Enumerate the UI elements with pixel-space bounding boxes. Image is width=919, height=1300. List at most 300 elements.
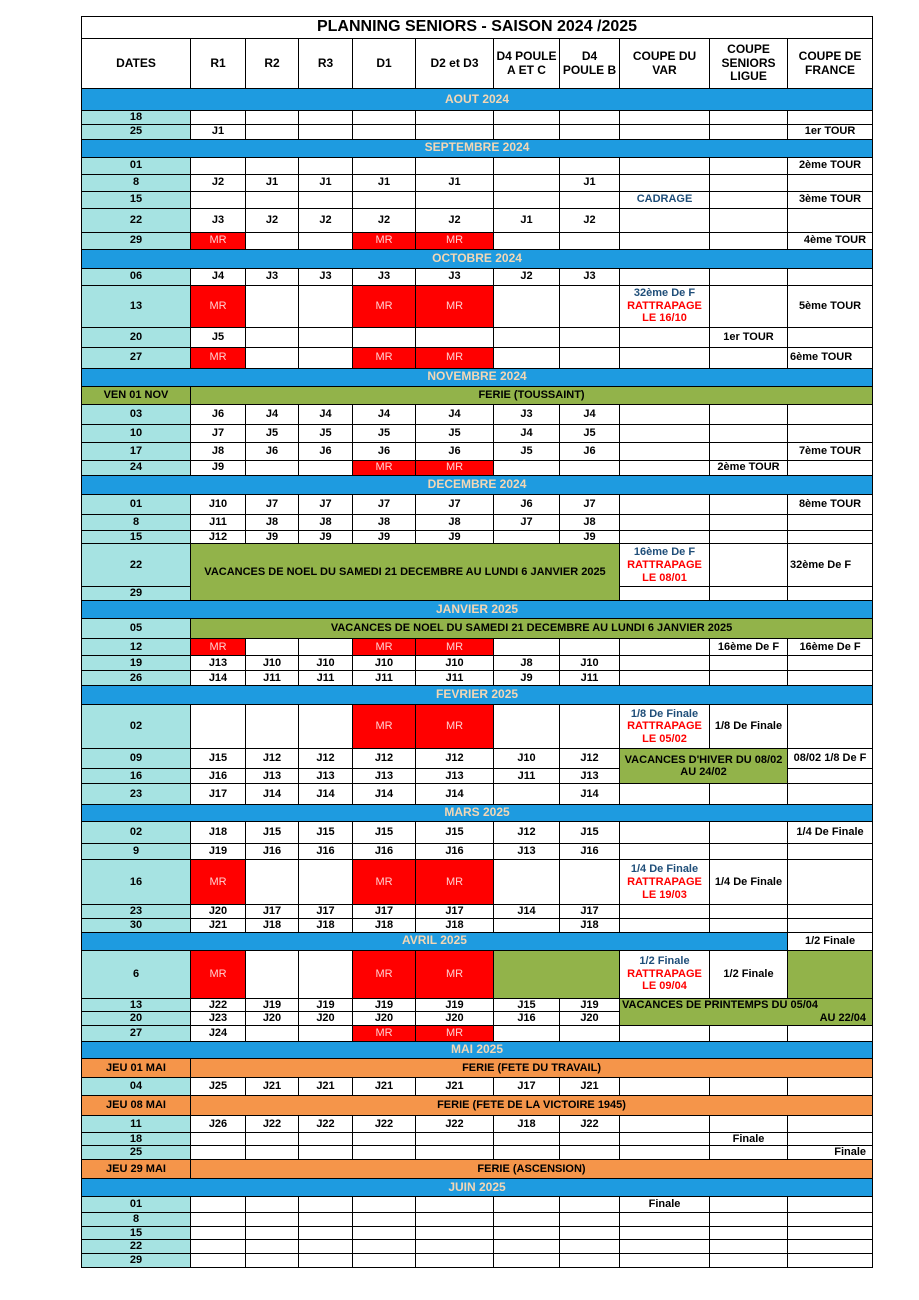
coupe-france-cell: [788, 1025, 873, 1041]
coupe-var-cell: CADRAGE: [620, 191, 710, 208]
match-cell: J12: [494, 822, 560, 844]
mr-cell: MR: [416, 705, 494, 749]
coupe-var-cell: [620, 1240, 710, 1254]
match-cell: [560, 1132, 620, 1146]
match-cell: [494, 705, 560, 749]
match-cell: [246, 950, 299, 998]
match-cell: J21: [353, 1077, 416, 1095]
match-cell: J2: [560, 208, 620, 232]
table-row: [82, 347, 873, 368]
coupe-var-cell: [620, 530, 710, 544]
mr-cell: MR: [353, 285, 416, 327]
match-cell: [560, 191, 620, 208]
match-cell: [494, 285, 560, 327]
match-cell: J11: [299, 671, 353, 686]
match-cell: J20: [416, 1012, 494, 1026]
match-cell: J21: [299, 1077, 353, 1095]
coupe-france-cell: [788, 705, 873, 749]
match-cell: J6: [416, 442, 494, 460]
table-row: [82, 1160, 873, 1179]
match-cell: J18: [494, 1115, 560, 1132]
mr-cell: MR: [353, 705, 416, 749]
match-cell: J11: [560, 671, 620, 686]
match-cell: [246, 191, 299, 208]
coupe-var-cell: [620, 705, 710, 749]
table-row: [82, 619, 873, 639]
match-cell: [494, 460, 560, 475]
match-cell: J13: [246, 769, 299, 784]
holiday-line: VACANCES DE PRINTEMPS DU 05/04: [622, 999, 819, 1012]
match-cell: J9: [191, 460, 246, 475]
match-cell: [416, 157, 494, 174]
table-row: [82, 705, 873, 749]
match-cell: [494, 347, 560, 368]
coupe-var-cell: [620, 285, 710, 327]
match-cell: J8: [416, 514, 494, 530]
match-cell: J12: [246, 749, 299, 769]
mr-cell: MR: [353, 860, 416, 905]
match-cell: J17: [246, 905, 299, 919]
month-header: DECEMBRE 2024: [82, 475, 873, 494]
match-cell: J9: [246, 530, 299, 544]
table-row: [82, 1226, 873, 1240]
coupe-var-cell: [620, 1254, 710, 1268]
coupe-france-cell: [788, 671, 873, 686]
coupe-var-line: LE 08/01: [642, 571, 687, 584]
coupe-ligue-cell: [710, 424, 788, 442]
match-cell: J21: [191, 918, 246, 932]
match-cell: J14: [353, 784, 416, 805]
date-cell: 17: [82, 442, 191, 460]
coupe-var-line: RATTRAPAGE: [627, 299, 702, 312]
match-cell: [299, 1197, 353, 1213]
coupe-var-cell: [620, 157, 710, 174]
coupe-ligue-cell: 1/8 De Finale: [710, 705, 788, 749]
coupe-france-cell: [788, 918, 873, 932]
coupe-ligue-cell: [710, 656, 788, 671]
match-cell: [246, 232, 299, 249]
match-cell: J4: [191, 268, 246, 285]
match-cell: J7: [246, 494, 299, 514]
match-cell: J5: [494, 442, 560, 460]
coupe-var-cell: [620, 404, 710, 424]
match-cell: [191, 705, 246, 749]
table-row: [82, 327, 873, 347]
match-cell: J2: [191, 174, 246, 191]
mr-cell: MR: [416, 1025, 494, 1041]
match-cell: [494, 124, 560, 139]
table-row: [82, 368, 873, 386]
match-cell: [299, 285, 353, 327]
match-cell: [353, 1213, 416, 1227]
coupe-france-cell: [788, 656, 873, 671]
coupe-var-line: LE 16/10: [642, 312, 687, 325]
month-header: MAI 2025: [82, 1041, 873, 1058]
date-cell: 03: [82, 404, 191, 424]
coupe-var-cell: [620, 656, 710, 671]
match-cell: J11: [246, 671, 299, 686]
match-cell: J18: [416, 918, 494, 932]
column-header: R2: [246, 39, 299, 89]
coupe-var-cell: [620, 544, 710, 587]
date-cell: 09: [82, 749, 191, 769]
match-cell: [191, 1254, 246, 1268]
coupe-ligue-cell: [710, 784, 788, 805]
match-cell: J6: [560, 442, 620, 460]
holiday-cell: VACANCES D'HIVER DU 08/02 AU 24/02: [620, 749, 788, 784]
match-cell: [560, 327, 620, 347]
match-cell: J13: [191, 656, 246, 671]
match-cell: [416, 1213, 494, 1227]
match-cell: [246, 1240, 299, 1254]
coupe-ligue-cell: [710, 347, 788, 368]
match-cell: [494, 327, 560, 347]
date-cell: 13: [82, 998, 191, 1012]
match-cell: [299, 705, 353, 749]
match-cell: J18: [299, 918, 353, 932]
coupe-ligue-cell: [710, 174, 788, 191]
coupe-var-cell: [620, 460, 710, 475]
match-cell: J4: [246, 404, 299, 424]
match-cell: J25: [191, 1077, 246, 1095]
match-cell: [299, 1213, 353, 1227]
match-cell: [353, 1132, 416, 1146]
match-cell: [494, 918, 560, 932]
mr-cell: MR: [416, 285, 494, 327]
match-cell: [246, 1146, 299, 1160]
mr-cell: MR: [353, 347, 416, 368]
match-cell: [494, 1240, 560, 1254]
match-cell: [494, 1146, 560, 1160]
match-cell: J17: [353, 905, 416, 919]
coupe-france-cell: 2ème TOUR: [788, 157, 873, 174]
match-cell: J22: [416, 1115, 494, 1132]
coupe-var-cell: [620, 671, 710, 686]
match-cell: [246, 347, 299, 368]
coupe-var-cell: [620, 587, 710, 601]
match-cell: [494, 530, 560, 544]
match-cell: [246, 460, 299, 475]
match-cell: [299, 111, 353, 125]
match-cell: J1: [416, 174, 494, 191]
match-cell: J21: [416, 1077, 494, 1095]
column-header: D4 POULE A ET C: [494, 39, 560, 89]
coupe-ligue-cell: [710, 844, 788, 860]
match-cell: J14: [416, 784, 494, 805]
date-cell: JEU 01 MAI: [82, 1058, 191, 1077]
match-cell: [246, 285, 299, 327]
match-cell: [353, 1226, 416, 1240]
match-cell: [246, 1025, 299, 1041]
match-cell: J15: [560, 822, 620, 844]
match-cell: J11: [191, 514, 246, 530]
match-cell: J10: [494, 749, 560, 769]
coupe-var-line: LE 19/03: [642, 888, 687, 901]
coupe-ligue-cell: [710, 268, 788, 285]
table-row: [82, 918, 873, 932]
date-cell: 22: [82, 544, 191, 587]
coupe-var-cell: [620, 950, 710, 998]
match-cell: [246, 1254, 299, 1268]
coupe-ligue-cell: [710, 905, 788, 919]
match-cell: [560, 347, 620, 368]
match-cell: [299, 460, 353, 475]
match-cell: J7: [494, 514, 560, 530]
coupe-france-cell: 8ème TOUR: [788, 494, 873, 514]
match-cell: J8: [560, 514, 620, 530]
coupe-ligue-cell: 1/2 Finale: [710, 950, 788, 998]
holiday-line: AU 22/04: [819, 1011, 867, 1024]
match-cell: J7: [353, 494, 416, 514]
match-cell: [299, 950, 353, 998]
match-cell: J5: [416, 424, 494, 442]
coupe-france-cell: 1/2 Finale: [788, 932, 873, 950]
match-cell: [494, 784, 560, 805]
match-cell: J3: [494, 404, 560, 424]
coupe-france-cell: [788, 905, 873, 919]
coupe-france-cell: [788, 587, 873, 601]
table-row: [82, 404, 873, 424]
date-cell: 22: [82, 1240, 191, 1254]
coupe-var-line: 1/2 Finale: [639, 955, 690, 968]
match-cell: [353, 191, 416, 208]
coupe-var-line: 32ème De F: [633, 287, 696, 300]
match-cell: [416, 1254, 494, 1268]
match-cell: [416, 1226, 494, 1240]
date-cell: JEU 29 MAI: [82, 1160, 191, 1179]
date-cell: 15: [82, 530, 191, 544]
mr-cell: MR: [353, 1025, 416, 1041]
match-cell: [416, 327, 494, 347]
match-cell: J9: [353, 530, 416, 544]
table-row: [82, 1115, 873, 1132]
date-cell: 12: [82, 639, 191, 656]
match-cell: J12: [560, 749, 620, 769]
match-cell: [246, 1197, 299, 1213]
coupe-var-cell: [620, 1146, 710, 1160]
match-cell: J17: [299, 905, 353, 919]
date-cell: 27: [82, 347, 191, 368]
match-cell: J7: [191, 424, 246, 442]
coupe-var-cell: [620, 124, 710, 139]
table-row: [82, 111, 873, 125]
match-cell: [353, 327, 416, 347]
coupe-var-cell: [620, 918, 710, 932]
match-cell: [416, 1132, 494, 1146]
coupe-france-cell: 5ème TOUR: [788, 285, 873, 327]
coupe-var-cell: [620, 268, 710, 285]
match-cell: J9: [416, 530, 494, 544]
match-cell: [560, 1213, 620, 1227]
mr-cell: MR: [416, 347, 494, 368]
match-cell: [416, 124, 494, 139]
coupe-var-cell: [620, 860, 710, 905]
match-cell: J6: [246, 442, 299, 460]
match-cell: [494, 232, 560, 249]
match-cell: J12: [191, 530, 246, 544]
coupe-ligue-cell: [710, 157, 788, 174]
table-row: [82, 860, 873, 905]
coupe-ligue-cell: [710, 1077, 788, 1095]
table-row: [82, 530, 873, 544]
coupe-var-cell: [620, 844, 710, 860]
page-title: PLANNING SENIORS - SAISON 2024 /2025: [82, 17, 873, 39]
coupe-var-cell: [620, 494, 710, 514]
match-cell: [494, 1132, 560, 1146]
mr-cell: MR: [191, 860, 246, 905]
match-cell: J9: [560, 530, 620, 544]
coupe-ligue-cell: [710, 1254, 788, 1268]
match-cell: J1: [191, 124, 246, 139]
date-cell: 22: [82, 208, 191, 232]
coupe-france-cell: 6ème TOUR: [788, 347, 873, 368]
table-row: [82, 686, 873, 705]
mr-cell: MR: [353, 232, 416, 249]
match-cell: [191, 1226, 246, 1240]
match-cell: [191, 1213, 246, 1227]
match-cell: [494, 174, 560, 191]
match-cell: J2: [353, 208, 416, 232]
match-cell: [560, 705, 620, 749]
coupe-france-cell: Finale: [788, 1146, 873, 1160]
table-row: [82, 191, 873, 208]
match-cell: [416, 191, 494, 208]
coupe-france-cell: 1/4 De Finale: [788, 822, 873, 844]
table-row: [82, 656, 873, 671]
holiday-cell: [788, 950, 873, 998]
coupe-ligue-cell: [710, 1197, 788, 1213]
coupe-var-cell: [620, 1226, 710, 1240]
match-cell: J19: [191, 844, 246, 860]
coupe-france-cell: 7ème TOUR: [788, 442, 873, 460]
match-cell: J6: [353, 442, 416, 460]
date-cell: 01: [82, 157, 191, 174]
date-cell: 30: [82, 918, 191, 932]
match-cell: J3: [560, 268, 620, 285]
match-cell: J14: [494, 905, 560, 919]
table-row: [82, 232, 873, 249]
match-cell: [299, 1025, 353, 1041]
mr-cell: MR: [416, 860, 494, 905]
match-cell: [416, 1197, 494, 1213]
date-cell: 04: [82, 1077, 191, 1095]
coupe-ligue-cell: [710, 1226, 788, 1240]
coupe-ligue-cell: [710, 1240, 788, 1254]
match-cell: [353, 1197, 416, 1213]
coupe-france-cell: 1er TOUR: [788, 124, 873, 139]
planning-sheet: [81, 16, 872, 1268]
match-cell: J13: [560, 769, 620, 784]
coupe-var-line: LE 09/04: [642, 980, 687, 993]
ferie-cell: FERIE (FETE DU TRAVAIL): [191, 1058, 873, 1077]
match-cell: J1: [494, 208, 560, 232]
match-cell: J17: [494, 1077, 560, 1095]
date-cell: 9: [82, 844, 191, 860]
table-row: [82, 442, 873, 460]
match-cell: J10: [246, 656, 299, 671]
table-row: [82, 1146, 873, 1160]
match-cell: J6: [191, 404, 246, 424]
date-cell: JEU 08 MAI: [82, 1095, 191, 1115]
date-cell: 19: [82, 656, 191, 671]
match-cell: J3: [246, 268, 299, 285]
match-cell: J10: [416, 656, 494, 671]
coupe-ligue-cell: [710, 494, 788, 514]
coupe-france-cell: [788, 1132, 873, 1146]
match-cell: [246, 1132, 299, 1146]
coupe-ligue-cell: [710, 1025, 788, 1041]
month-header: SEPTEMBRE 2024: [82, 139, 873, 157]
date-cell: 16: [82, 860, 191, 905]
date-cell: VEN 01 NOV: [82, 386, 191, 404]
mr-cell: MR: [416, 232, 494, 249]
match-cell: J10: [560, 656, 620, 671]
match-cell: J22: [246, 1115, 299, 1132]
table-row: [82, 1197, 873, 1213]
match-cell: J6: [494, 494, 560, 514]
coupe-france-cell: [788, 860, 873, 905]
date-cell: 02: [82, 705, 191, 749]
coupe-var-line: RATTRAPAGE: [627, 720, 702, 733]
coupe-france-cell: [788, 1197, 873, 1213]
coupe-var-cell: [620, 232, 710, 249]
month-header: JUIN 2025: [82, 1179, 873, 1197]
coupe-france-cell: [788, 424, 873, 442]
month-header: MARS 2025: [82, 805, 873, 822]
coupe-france-cell: [788, 530, 873, 544]
match-cell: [560, 124, 620, 139]
match-cell: [494, 157, 560, 174]
coupe-ligue-cell: [710, 404, 788, 424]
match-cell: [299, 1132, 353, 1146]
match-cell: [246, 860, 299, 905]
match-cell: J8: [299, 514, 353, 530]
match-cell: [191, 157, 246, 174]
match-cell: [560, 285, 620, 327]
coupe-ligue-cell: [710, 1213, 788, 1227]
match-cell: [246, 639, 299, 656]
date-cell: 23: [82, 905, 191, 919]
match-cell: J7: [416, 494, 494, 514]
date-cell: 16: [82, 769, 191, 784]
coupe-var-line: 16ème De F: [633, 546, 696, 559]
match-cell: J21: [560, 1077, 620, 1095]
coupe-var-cell: [620, 784, 710, 805]
coupe-var-line: 1/8 De Finale: [630, 707, 699, 720]
coupe-ligue-cell: [710, 514, 788, 530]
match-cell: [494, 1197, 560, 1213]
table-row: [82, 174, 873, 191]
table-row: [82, 844, 873, 860]
mr-cell: MR: [416, 639, 494, 656]
table-row: [82, 749, 873, 769]
match-cell: [560, 1146, 620, 1160]
match-cell: [191, 111, 246, 125]
table-row: [82, 905, 873, 919]
column-header: D4 POULE B: [560, 39, 620, 89]
coupe-var-line: LE 05/02: [642, 733, 687, 746]
coupe-ligue-cell: 2ème TOUR: [710, 460, 788, 475]
match-cell: J22: [560, 1115, 620, 1132]
match-cell: J22: [191, 998, 246, 1012]
coupe-france-cell: [788, 327, 873, 347]
match-cell: [299, 157, 353, 174]
mr-cell: MR: [416, 460, 494, 475]
match-cell: J8: [353, 514, 416, 530]
coupe-var-cell: [620, 327, 710, 347]
match-cell: [191, 191, 246, 208]
match-cell: [416, 111, 494, 125]
